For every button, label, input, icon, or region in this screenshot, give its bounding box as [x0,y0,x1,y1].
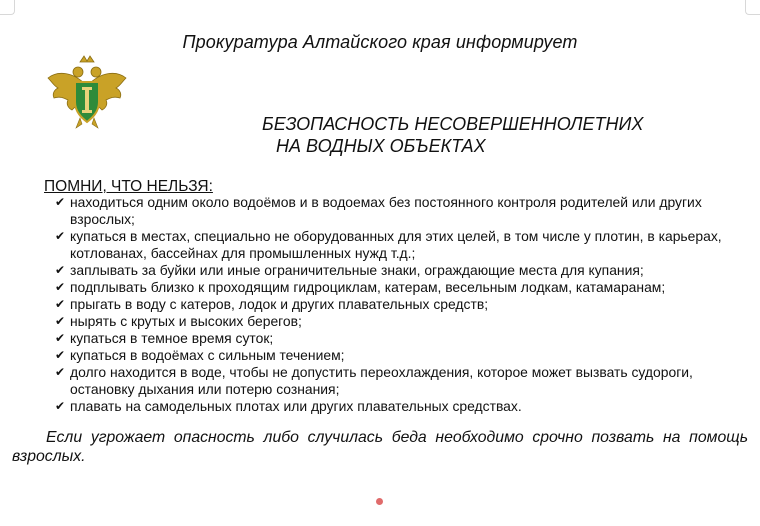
list-item [50,296,750,313]
page-corner-right [745,0,760,15]
list-item [50,347,750,364]
title-line-1: БЕЗОПАСНОСТЬ НЕСОВЕРШЕННОЛЕТНИХ [262,114,644,134]
footer-warning: Если угрожает опасность либо случилась беда необходимо срочно позвать на помощь взрослых. [12,429,748,465]
page-indicator-dot [376,498,383,505]
check-icon: ✔ [54,399,66,413]
list-item-text: купаться в водоёмах с сильным течением; [70,347,345,363]
list-item [50,364,750,398]
list-item-text: плавать на самодельных плотах или других плавательных средствах. [70,398,522,414]
list-item [50,313,750,330]
list-item-text: подплывать близко к проходящим гидроциклам, катерам, весельным лодкам, катамаранам; [70,279,666,295]
document-title [262,113,643,157]
check-icon: ✔ [54,331,66,345]
list-item [50,330,750,347]
list-item-text: купаться в темное время суток; [70,330,274,346]
title-line-2: НА ВОДНЫХ ОБЪЕКТАХ [276,136,486,156]
check-icon: ✔ [54,263,66,277]
list-item-text: нырять с крутых и высоких берегов; [70,313,302,329]
check-icon: ✔ [54,195,66,209]
prosecutor-emblem-icon [44,52,130,130]
check-icon: ✔ [54,365,66,379]
list-item-text: находиться одним около водоёмов и в водоемах без постоянного контроля родителей или других взрослых; [70,194,702,227]
list-item-text: долго находится в воде, чтобы не допустить переохлаждения, которое может вызвать судороги, остановку дыхания или потерю сознания; [70,364,693,397]
check-icon: ✔ [54,348,66,362]
list-item [50,398,750,415]
header-text: Прокуратура Алтайского края информирует [182,32,578,52]
list-item [50,262,750,279]
list-item-text: купаться в местах, специально не оборудованных для этих целей, в том числе у плотин, в карьерах, котлованах, бассейнах для промышленных нужд т.д.; [70,228,722,261]
page-corner-left [0,0,15,15]
list-item [50,279,750,296]
check-icon: ✔ [54,229,66,243]
list-item [50,228,750,262]
list-item [50,194,750,228]
list-item-text: прыгать в воду с катеров, лодок и других плавательных средств; [70,296,489,312]
section-heading: ПОМНИ, ЧТО НЕЛЬЗЯ: [44,178,213,195]
check-icon: ✔ [54,314,66,328]
prohibitions-list [50,194,750,415]
check-icon: ✔ [54,297,66,311]
list-item-text: заплывать за буйки или иные ограничительные знаки, ограждающие места для купания; [70,262,644,278]
check-icon: ✔ [54,280,66,294]
